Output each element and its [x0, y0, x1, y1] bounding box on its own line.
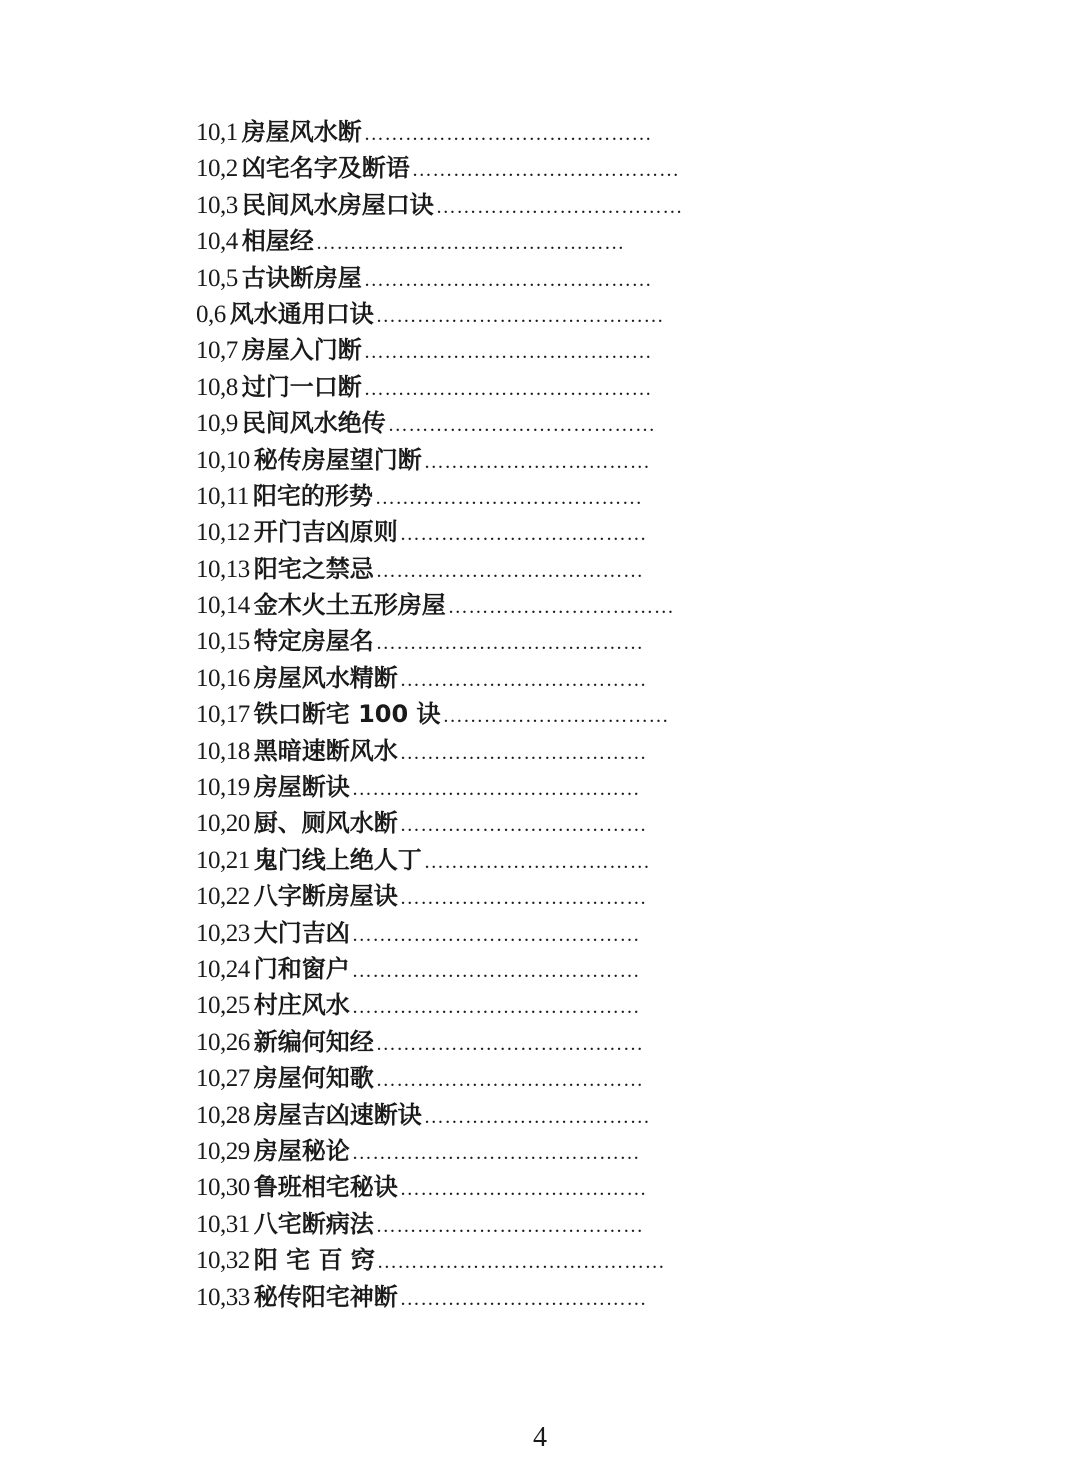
toc-entry-number: 10,2: [196, 155, 238, 183]
toc-entry-leader-dots: ……………………………: [447, 596, 675, 619]
toc-entry-leader-dots: ……………………………………: [375, 304, 665, 327]
toc-entry-number: 10,17: [196, 701, 250, 729]
toc-entry-leader-dots: ………………………………: [399, 1287, 647, 1310]
toc-entry: [196, 660, 796, 696]
toc-entry-number: 10,15: [196, 628, 250, 656]
toc-entry-leader-dots: …………………………………: [411, 159, 680, 182]
toc-entry-title: 古诀断房屋: [241, 263, 362, 292]
toc-entry-title: 相屋经: [241, 227, 314, 256]
toc-entry-number: 10,10: [196, 446, 250, 474]
toc-entry-number: 10,27: [196, 1065, 250, 1093]
toc-entry-number: 10,24: [196, 955, 250, 983]
toc-entry: [196, 842, 796, 878]
toc-entry: [196, 769, 796, 805]
toc-entry-leader-dots: …………………………………: [375, 1069, 644, 1092]
toc-entry: [196, 951, 796, 987]
toc-entry-title: 房屋断诀: [253, 773, 350, 802]
toc-entry-number: 10,29: [196, 1137, 250, 1165]
toc-entry: [196, 223, 796, 259]
toc-entry-number: 10,32: [196, 1247, 250, 1275]
toc-entry-number: 10,4: [196, 228, 238, 256]
toc-entry-title: 新编何知经: [253, 1027, 374, 1056]
toc-entry-title: 风水通用口诀: [229, 299, 374, 328]
toc-entry-leader-dots: …………………………………: [375, 1214, 644, 1237]
toc-entry-title: 民间风水绝传: [241, 409, 386, 438]
toc-entry-leader-dots: ……………………………………: [363, 341, 653, 364]
toc-entry-title: 阳 宅 百 窍: [253, 1246, 375, 1275]
toc-entry-title: 房屋入门断: [241, 336, 362, 365]
toc-entry: [196, 114, 796, 150]
toc-entry-title: 过门一口断: [241, 372, 362, 401]
toc-entry-leader-dots: ……………………………………: [351, 778, 641, 801]
toc-entry-leader-dots: ……………………………: [423, 850, 651, 873]
toc-entry-title: 大门吉凶: [253, 918, 350, 947]
toc-entry-title: 房屋秘论: [253, 1136, 350, 1165]
toc-entry-leader-dots: ………………………………: [399, 523, 647, 546]
toc-entry-leader-dots: …………………………………: [374, 486, 643, 509]
toc-entry: [196, 296, 796, 332]
toc-entry: [196, 514, 796, 550]
toc-entry-leader-dots: ……………………………: [423, 450, 651, 473]
toc-entry-number: 10,8: [196, 373, 238, 401]
toc-entry-number: 10,18: [196, 737, 250, 765]
toc-entry: [196, 551, 796, 587]
toc-entry: [196, 696, 796, 732]
toc-entry-leader-dots: ………………………………: [399, 887, 647, 910]
toc-entry-title: 黑暗速断风水: [253, 736, 398, 765]
toc-entry-title: 门和窗户: [253, 954, 350, 983]
toc-entry: [196, 260, 796, 296]
toc-entry-title: 铁口断宅 100 诀: [253, 700, 441, 729]
toc-entry: [196, 150, 796, 186]
toc-entry-leader-dots: ……………………………: [442, 705, 670, 728]
toc-entry-leader-dots: ………………………………: [399, 668, 647, 691]
toc-entry-leader-dots: ……………………………………: [351, 996, 641, 1019]
toc-entry-number: 10,13: [196, 555, 250, 583]
toc-entry: [196, 733, 796, 769]
toc-entry-number: 10,28: [196, 1101, 250, 1129]
toc-entry: [196, 442, 796, 478]
toc-entry: [196, 587, 796, 623]
toc-entry-number: 10,12: [196, 519, 250, 547]
toc-entry-title: 阳宅的形势: [252, 481, 373, 510]
toc-entry-number: 10,30: [196, 1174, 250, 1202]
toc-entry-leader-dots: …………………………………: [387, 414, 656, 437]
toc-entry-number: 10,5: [196, 264, 238, 292]
toc-entry-title: 房屋风水断: [241, 118, 362, 146]
toc-entry-number: 10,14: [196, 592, 250, 620]
toc-entry-leader-dots: ……………………………………: [363, 123, 653, 145]
toc-entry-leader-dots: ……………………………………: [363, 377, 653, 400]
toc-entry-leader-dots: …………………………………: [375, 632, 644, 655]
toc-entry-leader-dots: ……………………………………: [351, 923, 641, 946]
toc-entry: [196, 1024, 796, 1060]
toc-entry-leader-dots: …………………………………: [375, 1032, 644, 1055]
toc-entry: [196, 405, 796, 441]
toc-entry: [196, 1060, 796, 1096]
toc-entry-number: 10,25: [196, 992, 250, 1020]
toc-entry-number: 10,20: [196, 810, 250, 838]
toc-entry-number: 10,21: [196, 846, 250, 874]
toc-entry-number: 10,1: [196, 119, 238, 146]
toc-entry-title: 八字断房屋诀: [253, 882, 398, 911]
toc-entry: [196, 1206, 796, 1242]
toc-entry-leader-dots: ………………………………: [399, 1178, 647, 1201]
toc-entry-title: 鲁班相宅秘诀: [253, 1173, 398, 1202]
toc-entry-leader-dots: ………………………………………: [315, 232, 625, 255]
toc-entry: [196, 805, 796, 841]
toc-entry: [196, 1279, 796, 1315]
toc-entry: [196, 332, 796, 368]
table-of-contents: [196, 114, 796, 1315]
toc-entry-number: 10,7: [196, 337, 238, 365]
toc-entry-title: 凶宅名字及断语: [241, 154, 410, 183]
toc-entry-leader-dots: ………………………………: [399, 814, 647, 837]
toc-entry-number: 10,9: [196, 410, 238, 438]
toc-entry: [196, 878, 796, 914]
toc-entry-leader-dots: ……………………………………: [363, 268, 653, 291]
toc-entry-number: 10,3: [196, 191, 238, 219]
toc-entry-number: 10,23: [196, 919, 250, 947]
toc-entry-title: 金木火土五形房屋: [253, 591, 446, 620]
toc-entry-leader-dots: ……………………………………: [376, 1251, 666, 1274]
toc-entry-title: 秘传房屋望门断: [253, 445, 422, 474]
toc-entry-number: 10,33: [196, 1283, 250, 1311]
toc-entry-number: 10,22: [196, 883, 250, 911]
toc-entry: [196, 369, 796, 405]
toc-entry-leader-dots: ………………………………: [435, 195, 683, 218]
toc-entry-number: 10,16: [196, 664, 250, 692]
toc-entry-number: 10,11: [196, 482, 249, 510]
toc-entry: [196, 623, 796, 659]
toc-entry-title: 厨、厕风水断: [253, 809, 398, 838]
toc-entry-leader-dots: …………………………………: [375, 559, 644, 582]
toc-entry: [196, 478, 796, 514]
toc-entry-leader-dots: ……………………………………: [351, 959, 641, 982]
toc-entry-title: 房屋吉凶速断诀: [253, 1100, 422, 1129]
toc-entry: [196, 1133, 796, 1169]
toc-entry-leader-dots: ……………………………: [423, 1105, 651, 1128]
toc-entry-title: 村庄风水: [253, 991, 350, 1020]
toc-entry-title: 特定房屋名: [253, 627, 374, 656]
toc-entry-title: 鬼门线上绝人丁: [253, 845, 422, 874]
toc-entry: [196, 187, 796, 223]
toc-entry: [196, 987, 796, 1023]
toc-entry: [196, 1242, 796, 1278]
toc-entry: [196, 1169, 796, 1205]
toc-entry: [196, 1097, 796, 1133]
toc-entry-leader-dots: ……………………………………: [351, 1141, 641, 1164]
toc-entry-number: 0,6: [196, 300, 226, 328]
toc-entry-title: 房屋风水精断: [253, 663, 398, 692]
toc-entry-title: 民间风水房屋口诀: [241, 190, 434, 219]
toc-entry-title: 秘传阳宅神断: [253, 1282, 398, 1311]
toc-entry-title: 房屋何知歌: [253, 1064, 374, 1093]
page-number: 4: [533, 1422, 547, 1453]
toc-entry-number: 10,19: [196, 774, 250, 802]
toc-entry-title: 开门吉凶原则: [253, 518, 398, 547]
toc-entry-title: 阳宅之禁忌: [253, 554, 374, 583]
toc-entry-leader-dots: ………………………………: [399, 741, 647, 764]
toc-entry-number: 10,31: [196, 1210, 250, 1238]
toc-entry-title: 八宅断病法: [253, 1209, 374, 1238]
toc-entry: [196, 915, 796, 951]
toc-entry-number: 10,26: [196, 1028, 250, 1056]
